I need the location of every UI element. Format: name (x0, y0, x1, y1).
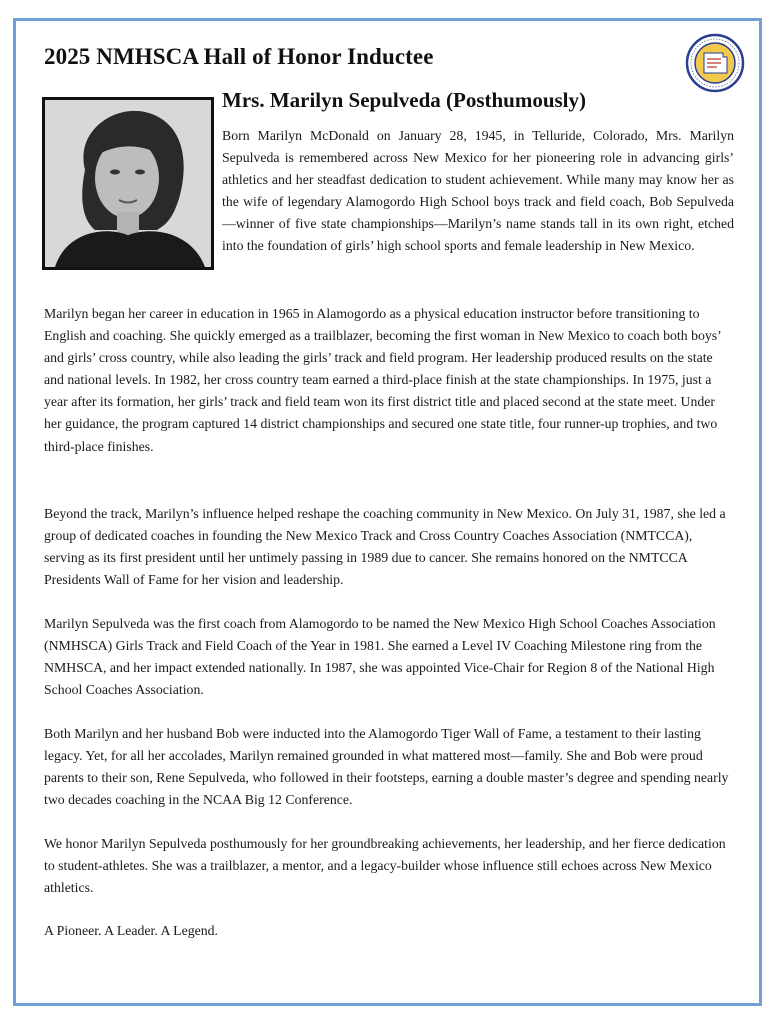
portrait-photo (42, 97, 214, 270)
bio-paragraph-5: Both Marilyn and her husband Bob were inducted into the Alamogordo Tiger Wall of Fame, a testament to their lasting legacy. Yet, for all her accolades, Marilyn remained grounded in what mattered most—family. She and Bob were proud parents to their son, Rene Sepulveda, who followed in their footsteps, earning a double master’s degree and spending nearly two decades coaching in the NCAA Big 12 Conference. (44, 726, 729, 808)
bio-paragraph-6: We honor Marilyn Sepulveda posthumously for her groundbreaking achievements, her leadership, and her fierce dedication to student-athletes. She was a trailblazer, a mentor, and a legacy-builder whose influence still echoes across New Mexico athletics. (44, 836, 726, 896)
nmhsca-seal-icon (685, 33, 745, 93)
inductee-name: Mrs. Marilyn Sepulveda (Posthumously) (222, 88, 587, 112)
bio-paragraph-3: Beyond the track, Marilyn’s influence helped reshape the coaching community in New Mexico. On July 31, 1987, she led a group of dedicated coaches in founding the New Mexico Track and Cross Country Coaches Association (NMTCCA), serving as its first president until her untimely passing in 1989 due to cancer. She remains honored on the NMTCCA Presidents Wall of Fame for her vision and leadership. (44, 506, 726, 588)
bio-paragraph-4: Marilyn Sepulveda was the first coach from Alamogordo to be named the New Mexico High School Coaches Association (NMHSCA) Girls Track and Field Coach of the Year in 1981. She earned a Level IV Coaching Milestone ring from the NMHSCA, and her impact extended nationally. In 1987, she was appointed Vice-Chair for Region 8 of the National High School Coaches Association. (44, 616, 716, 698)
page-title: 2025 NMHSCA Hall of Honor Inductee (44, 44, 434, 69)
closing-tagline: A Pioneer. A Leader. A Legend. (44, 923, 218, 938)
bio-paragraph-1: Born Marilyn McDonald on January 28, 1945, in Telluride, Colorado, Mrs. Marilyn Sepulveda is remembered across New Mexico for her pioneering role in advancing girls’ athletics and her steadfast dedication to student achievement. While many may know her as the wife of legendary Alamogordo High School boys track and field coach, Bob Sepulveda—winner of five state championships—Marilyn’s name stands tall in its own right, etched into the foundation of girls’ high school sports and female leadership in New Mexico. (222, 128, 734, 254)
bio-paragraph-2: Marilyn began her career in education in 1965 in Alamogordo as a physical education instructor before transitioning to English and coaching. She quickly emerged as a trailblazer, becoming the first woman in New Mexico to coach both boys’ and girls’ cross country, while also leading the girls’ track and field program. Her leadership produced results on the state and national levels. In 1982, her cross country team earned a third-place finish at the state championships. In 1975, just a year after its formation, her girls’ track and field team won its first district title and placed second at the state meet. Under her guidance, the program captured 14 district championships and secured one state title, four runner-up trophies, and two third-place finishes. (44, 306, 721, 454)
